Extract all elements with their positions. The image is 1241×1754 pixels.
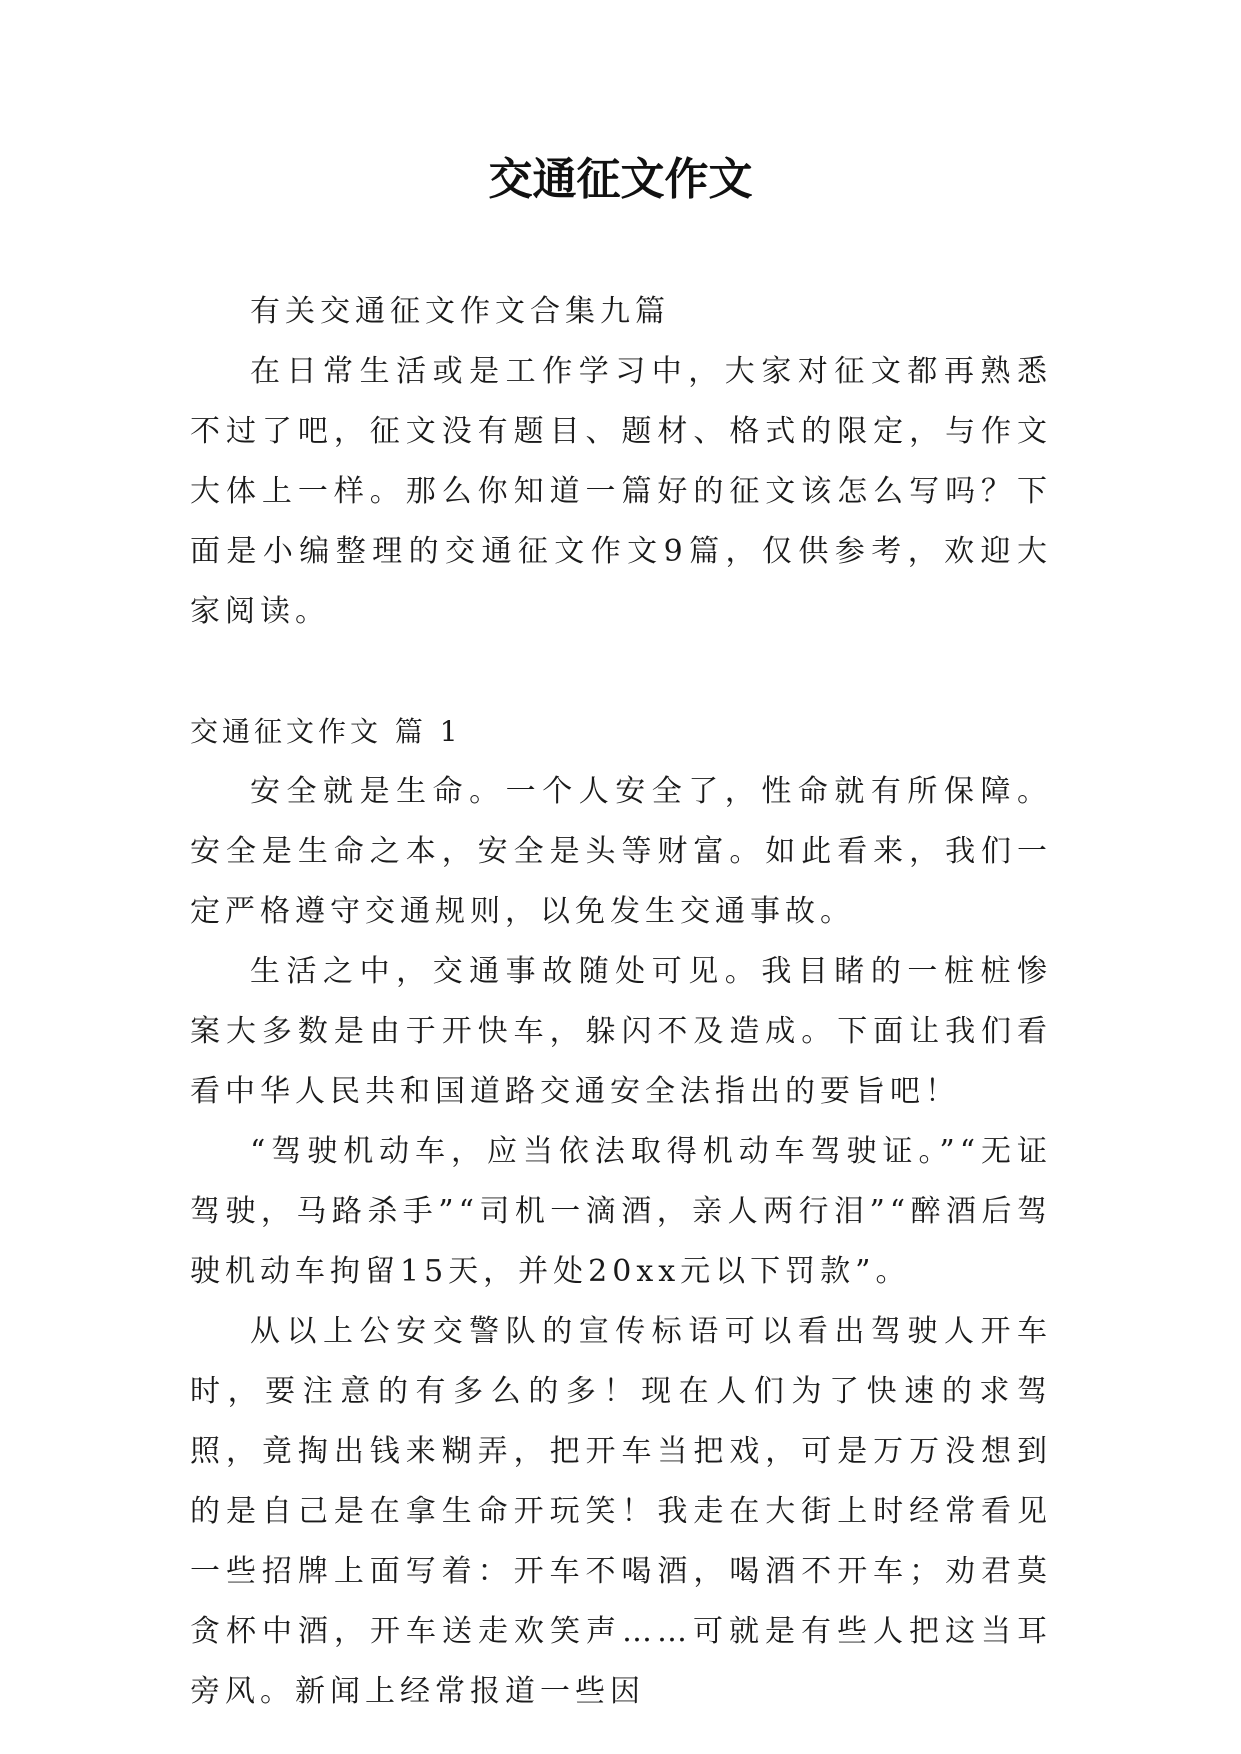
document-body xyxy=(190,282,1052,1722)
document-title: 交通征文作文 xyxy=(488,154,753,205)
section-heading: 交通征文作文 篇 1 xyxy=(190,715,462,748)
intro-subtitle: 有关交通征文作文合集九篇 xyxy=(250,294,670,329)
intro-paragraph: 在日常生活或是工作学习中，大家对征文都再熟悉不过了吧，征文没有题目、题材、格式的限定，与作文大体上一样。那么你知道一篇好的征文该怎么写吗？下面是小编整理的交通征文作文9篇，仅供参考，欢迎大家阅读。 xyxy=(190,354,1052,629)
section-paragraph-4: 从以上公安交警队的宣传标语可以看出驾驶人开车时，要注意的有多么的多！现在人们为了快速的求驾照，竟掏出钱来糊弄，把开车当把戏，可是万万没想到的是自己是在拿生命开玩笑！我走在大街上时经常看见一些招牌上面写着：开车不喝酒，喝酒不开车；劝君莫贪杯中酒，开车送走欢笑声……可就是有些人把这当耳旁风。新闻上经常报道一些因 xyxy=(190,1314,1052,1709)
section-paragraph-2: 生活之中，交通事故随处可见。我目睹的一桩桩惨案大多数是由于开快车，躲闪不及造成。下面让我们看看中华人民共和国道路交通安全法指出的要旨吧！ xyxy=(190,954,1052,1109)
section-paragraph-3: “驾驶机动车，应当依法取得机动车驾驶证。”“无证驾驶，马路杀手”“司机一滴酒，亲人两行泪”“醉酒后驾驶机动车拘留15天，并处20xx元以下罚款”。 xyxy=(190,1134,1052,1289)
section-paragraph-1: 安全就是生命。一个人安全了，性命就有所保障。安全是生命之本，安全是头等财富。如此看来，我们一定严格遵守交通规则，以免发生交通事故。 xyxy=(190,774,1052,929)
section-spacer xyxy=(190,642,1052,702)
